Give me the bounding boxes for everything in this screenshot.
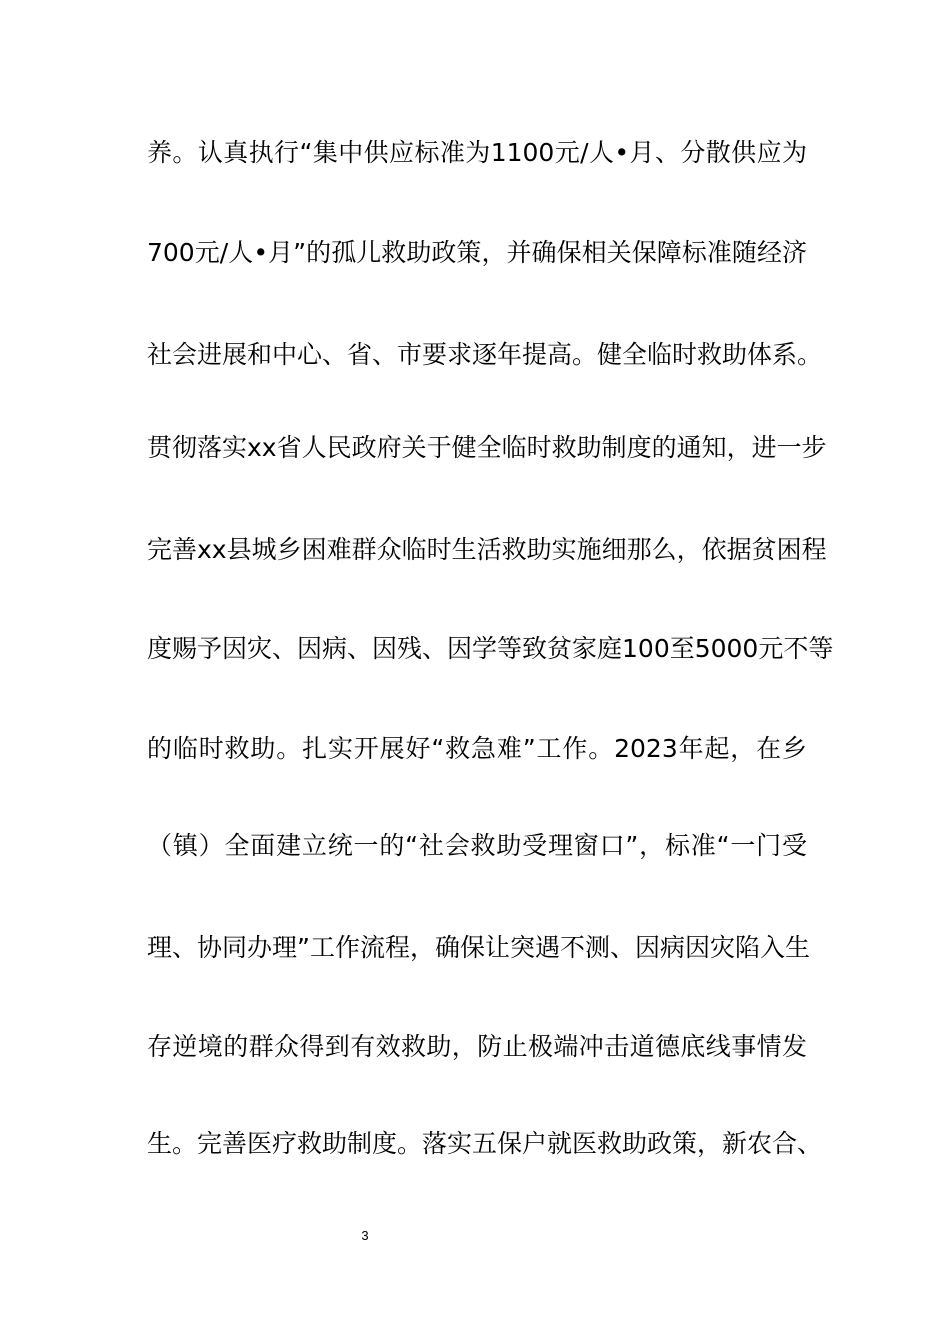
paragraph-line: 的临时救助。扎实开展好“救急难”工作。2023年起，在乡 <box>147 734 807 763</box>
paragraph-line: 养。认真执行“集中供应标准为1100元/人•月、分散供应为 <box>147 138 807 167</box>
paragraph-line: 存逆境的群众得到有效救助，防止极端冲击道德底线事情发 <box>147 1032 807 1061</box>
paragraph-line: 贯彻落实xx省人民政府关于健全临时救助制度的通知，进一步 <box>147 433 827 462</box>
paragraph-line: 社会进展和中心、省、市要求逐年提高。健全临时救助体系。 <box>147 340 823 369</box>
paragraph-line: 理、协同办理”工作流程，确保让突遇不测、因病因灾陷入生 <box>147 933 810 962</box>
paragraph-line: 完善xx县城乡困难群众临时生活救助实施细那么，依据贫困程 <box>147 535 827 564</box>
paragraph-line: 700元/人•月”的孤儿救助政策，并确保相关保障标准随经济 <box>147 238 807 267</box>
page-number: 3 <box>361 1228 369 1243</box>
paragraph-line: 生。完善医疗救助制度。落实五保户就医救助政策，新农合、 <box>147 1129 823 1158</box>
paragraph-line: （镇）全面建立统一的“社会救助受理窗口”，标准“一门受 <box>147 831 807 860</box>
paragraph-line: 度赐予因灾、因病、因残、因学等致贫家庭100至5000元不等 <box>147 634 834 663</box>
